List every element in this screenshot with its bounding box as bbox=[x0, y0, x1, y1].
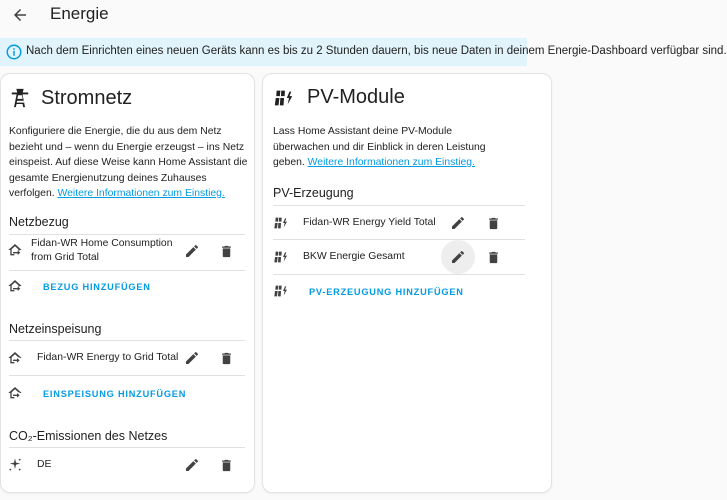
divider bbox=[9, 270, 245, 271]
grid-card-title: Stromnetz bbox=[41, 86, 133, 109]
add-solar-button[interactable]: PV-ERZEUGUNG HINZUFÜGEN bbox=[309, 287, 464, 297]
home-import-icon bbox=[7, 278, 23, 294]
feedin-section-title: Netzeinspeisung bbox=[9, 322, 102, 336]
grid-card bbox=[0, 73, 255, 493]
edit-solar-button[interactable] bbox=[446, 211, 470, 235]
co2-section-title: CO₂-Emissionen des Netzes bbox=[9, 429, 168, 443]
divider bbox=[9, 234, 245, 235]
trash-icon bbox=[486, 216, 501, 231]
grid-learn-more-link[interactable]: Weitere Informationen zum Einstieg. bbox=[57, 188, 225, 199]
solar-power-icon bbox=[273, 87, 295, 109]
solar-learn-more-link[interactable]: Weitere Informationen zum Einstieg. bbox=[307, 157, 475, 168]
grid-card-header bbox=[9, 86, 132, 110]
solar-card-title: PV-Module bbox=[307, 86, 405, 108]
add-consumption-button[interactable]: BEZUG HINZUFÜGEN bbox=[43, 282, 151, 292]
pencil-icon bbox=[184, 243, 200, 259]
pencil-icon bbox=[450, 215, 466, 231]
pencil-icon bbox=[184, 457, 200, 473]
delete-feedin-button[interactable] bbox=[214, 346, 238, 370]
divider bbox=[9, 447, 245, 448]
trash-icon bbox=[219, 458, 234, 473]
home-import-icon bbox=[7, 242, 23, 258]
solar-section-title: PV-Erzeugung bbox=[273, 186, 354, 200]
edit-feedin-button[interactable] bbox=[180, 346, 204, 370]
divider bbox=[9, 375, 245, 376]
home-export-icon bbox=[7, 385, 23, 401]
edit-consumption-button[interactable] bbox=[180, 239, 204, 263]
trash-icon bbox=[219, 244, 234, 259]
solar-card-description bbox=[273, 124, 509, 171]
home-export-icon bbox=[7, 350, 23, 366]
delete-solar-button[interactable] bbox=[481, 245, 505, 269]
grid-card-description bbox=[9, 124, 249, 202]
grid-desc-text: Konfiguriere die Energie, die du aus dem Netz bezieht und – wenn du Energie erzeugst – ins Netz einspeist. Auf diese Weise kann Home Assistant die gesamte Energienutzung deines Zuhauses verfolgen. bbox=[9, 126, 248, 199]
divider bbox=[273, 205, 525, 206]
banner-text: Nach dem Einrichten eines neuen Geräts kann es bis zu 2 Stunden dauern, bis neue Daten in deinem Energie-Dashboard verfügbar sind. bbox=[26, 45, 727, 57]
solar-power-icon bbox=[273, 283, 289, 299]
back-arrow-icon[interactable] bbox=[8, 3, 32, 27]
add-feedin-button[interactable]: EINSPEISUNG HINZUFÜGEN bbox=[43, 389, 187, 399]
divider bbox=[273, 274, 525, 275]
info-icon bbox=[5, 43, 23, 61]
solar-desc-text: Lass Home Assistant deine PV-Module überwachen und dir Einblick in deren Leistung geben. bbox=[273, 126, 486, 168]
feedin-entity-label: Fidan-WR Energy to Grid Total bbox=[37, 352, 179, 363]
top-app-bar bbox=[0, 0, 527, 30]
solar-card bbox=[262, 73, 552, 493]
solar-entity-label: Fidan-WR Energy Yield Total bbox=[303, 217, 436, 228]
edit-co2-button[interactable] bbox=[180, 453, 204, 477]
co2-entity-label: DE bbox=[37, 459, 52, 470]
solar-power-icon bbox=[273, 249, 289, 265]
info-banner bbox=[0, 38, 727, 66]
trash-icon bbox=[486, 250, 501, 265]
delete-solar-button[interactable] bbox=[481, 211, 505, 235]
solar-card-header bbox=[273, 86, 405, 109]
consumption-entity-label: Fidan-WR Home Consumption from Grid Total bbox=[31, 238, 173, 263]
solar-power-icon bbox=[273, 215, 289, 231]
consumption-section-title: Netzbezug bbox=[9, 215, 69, 229]
transmission-tower-icon bbox=[9, 86, 31, 110]
pencil-icon bbox=[450, 249, 466, 265]
pencil-icon bbox=[184, 350, 200, 366]
edit-solar-button[interactable] bbox=[441, 240, 475, 274]
divider bbox=[273, 239, 525, 240]
trash-icon bbox=[219, 351, 234, 366]
page-title: Energie bbox=[50, 4, 109, 23]
delete-consumption-button[interactable] bbox=[214, 239, 238, 263]
solar-entity-label: BKW Energie Gesamt bbox=[303, 251, 405, 262]
co2-signal-icon bbox=[7, 457, 23, 473]
divider bbox=[9, 340, 245, 341]
delete-co2-button[interactable] bbox=[214, 453, 238, 477]
